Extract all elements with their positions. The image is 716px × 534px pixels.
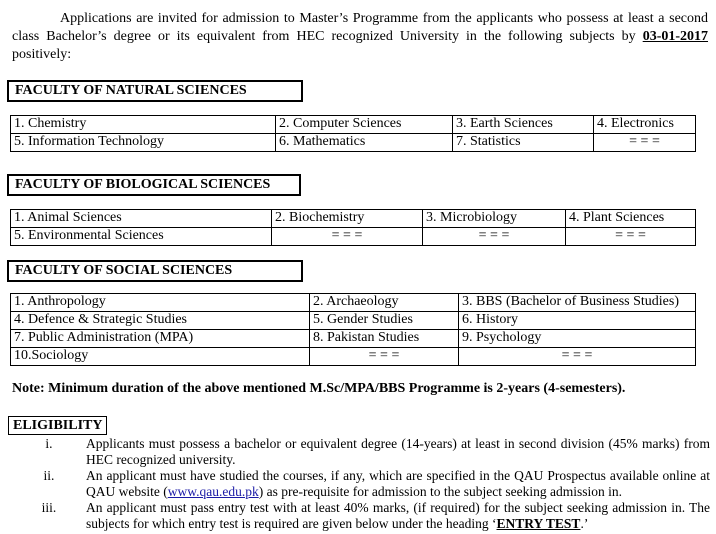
- table-row: [11, 294, 696, 312]
- subject-cell: 10.Sociology: [11, 348, 310, 366]
- subject-cell: 7. Public Administration (MPA): [11, 330, 310, 348]
- table-row: [11, 228, 696, 246]
- subject-cell: 3. Earth Sciences: [453, 116, 594, 134]
- list-number: iii.: [41, 500, 57, 515]
- entry-test-heading: ENTRY TEST: [496, 516, 581, 531]
- subject-cell: 6. History: [459, 312, 696, 330]
- list-number: i.: [45, 436, 53, 451]
- deadline-date: 03-01-2017: [642, 29, 709, 44]
- subject-cell: 4. Defence & Strategic Studies: [11, 312, 310, 330]
- text-before: An applicant must have studied the courses, if any, which are specified in the QAU Prospectus available online at QAU website (: [86, 468, 710, 499]
- subject-cell: 3. BBS (Bachelor of Business Studies): [459, 294, 696, 312]
- table-row: [11, 116, 696, 134]
- subject-cell: = = =: [566, 228, 696, 246]
- subject-cell: 8. Pakistan Studies: [310, 330, 459, 348]
- subject-cell: 1. Anthropology: [11, 294, 310, 312]
- subject-cell: = = =: [459, 348, 696, 366]
- faculty-title-social: FACULTY OF SOCIAL SCIENCES: [7, 260, 303, 282]
- text-before: An applicant must pass entry test with at least 40% marks, (if required) for the subject seeking admission in. The subjects for which entry test is required are given below under the heading ‘: [86, 500, 710, 531]
- faculty-title-natural: FACULTY OF NATURAL SCIENCES: [7, 80, 303, 102]
- text-after: .’: [580, 516, 589, 531]
- list-text: [86, 468, 710, 500]
- qau-website-link[interactable]: www.qau.edu.pk: [167, 484, 259, 499]
- list-text: [86, 500, 710, 532]
- subject-cell: = = =: [310, 348, 459, 366]
- table-row: [11, 348, 696, 366]
- table-row: [11, 330, 696, 348]
- subject-cell: 7. Statistics: [453, 134, 594, 152]
- subject-cell: 5. Information Technology: [11, 134, 276, 152]
- intro-tail: positively:: [12, 47, 72, 62]
- subject-cell: 3. Microbiology: [423, 210, 566, 228]
- text-after: ) as pre-requisite for admission to the subject seeking admission in.: [258, 484, 623, 499]
- list-item: [12, 436, 710, 468]
- subject-cell: 4. Plant Sciences: [566, 210, 696, 228]
- list-item: [12, 468, 710, 500]
- subject-cell: 5. Gender Studies: [310, 312, 459, 330]
- list-item: [12, 500, 710, 532]
- subject-cell: = = =: [594, 134, 696, 152]
- subject-cell: 2. Biochemistry: [272, 210, 423, 228]
- subject-cell: = = =: [272, 228, 423, 246]
- eligibility-title: ELIGIBILITY: [8, 416, 107, 435]
- subject-cell: = = =: [423, 228, 566, 246]
- subject-cell: 1. Chemistry: [11, 116, 276, 134]
- table-row: [11, 210, 696, 228]
- subject-cell: 9. Psychology: [459, 330, 696, 348]
- faculty-title-biological: FACULTY OF BIOLOGICAL SCIENCES: [7, 174, 301, 196]
- subject-cell: 2. Computer Sciences: [276, 116, 453, 134]
- table-row: [11, 134, 696, 152]
- intro-paragraph: [12, 10, 708, 64]
- subject-cell: 6. Mathematics: [276, 134, 453, 152]
- subject-cell: 2. Archaeology: [310, 294, 459, 312]
- list-text: Applicants must possess a bachelor or equivalent degree (14-years) at least in second division (45% marks) from HEC recognized university.: [86, 436, 710, 467]
- duration-note: Note: Minimum duration of the above mentioned M.Sc/MPA/BBS Programme is 2-years (4-semesters).: [12, 381, 626, 396]
- list-number: ii.: [43, 468, 55, 483]
- biological-sciences-table: [10, 209, 696, 246]
- intro-text: Applications are invited for admission to Master’s Programme from the applicants who possess at least a second class Bachelor’s degree or its equivalent from HEC recognized University in the following subjects by: [12, 11, 708, 44]
- table-row: [11, 312, 696, 330]
- subject-cell: 1. Animal Sciences: [11, 210, 272, 228]
- natural-sciences-table: [10, 115, 696, 152]
- subject-cell: 5. Environmental Sciences: [11, 228, 272, 246]
- social-sciences-table: [10, 293, 696, 366]
- subject-cell: 4. Electronics: [594, 116, 696, 134]
- eligibility-list: [12, 436, 710, 532]
